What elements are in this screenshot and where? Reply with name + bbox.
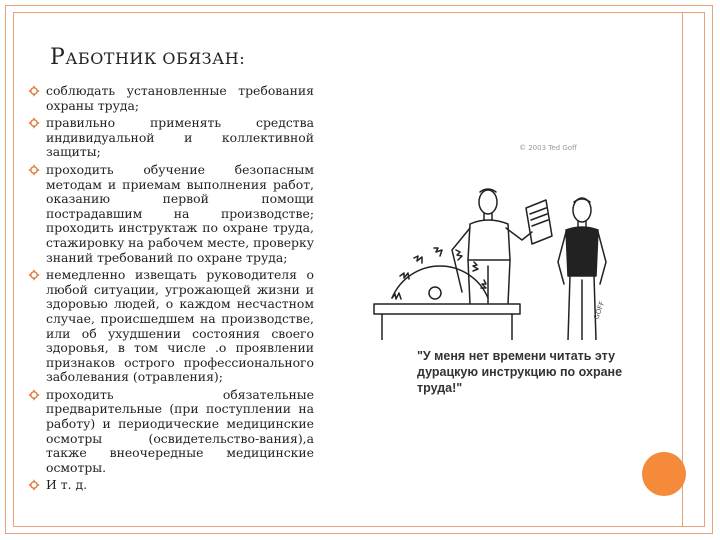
- list-item: И т. д.: [28, 478, 314, 493]
- list-item: правильно применять средства индивидуальной и коллективной защиты;: [28, 116, 314, 160]
- bullet-icon: [28, 117, 40, 129]
- bullet-icon: [28, 269, 40, 281]
- bullet-icon: [28, 389, 40, 401]
- title-rest: АБОТНИК ОБЯЗАН:: [65, 49, 246, 68]
- duties-list: [28, 84, 314, 496]
- bullet-icon: [28, 164, 40, 176]
- list-item: соблюдать установленные требования охраны труда;: [28, 84, 314, 113]
- list-item: проходить обучение безопасным методам и приемам выполнения работ, оказанию первой помощи пострадавшим на производстве; проходить инструктаж по охране труда, стажировку на рабочем месте, проверку знаний требований по охране труда;: [28, 163, 314, 265]
- cartoon-caption: "У меня нет времени читать эту дурацкую инструкцию по охране труда!": [417, 349, 623, 395]
- cartoon-signature: GOFF: [592, 300, 607, 321]
- cartoon-copyright: © 2003 Ted Goff: [519, 144, 577, 152]
- title-first-letter: Р: [50, 45, 66, 70]
- cartoon-illustration: [370, 180, 630, 340]
- slide-right-rule: [682, 12, 683, 527]
- worker-left-icon: [452, 189, 552, 304]
- bullet-icon: [28, 85, 40, 97]
- slide-title: [50, 45, 245, 70]
- decorative-circle: [642, 452, 686, 496]
- list-item: проходить обязательные предварительные (при поступлении на работу) и периодические медицинские осмотры (освидетельство-вания),а также внеочередные медицинские осмотры.: [28, 388, 314, 476]
- list-item: немедленно извещать руководителя о любой ситуации, угрожающей жизни и здоровью людей, о каждом несчастном случае, происшедшем на производстве, или об ухудшении состояния своего здоровья, в том числе .о проявлении признаков острого профессионального заболевания (отравления);: [28, 268, 314, 385]
- workbench-icon: [374, 304, 520, 314]
- bullet-icon: [28, 479, 40, 491]
